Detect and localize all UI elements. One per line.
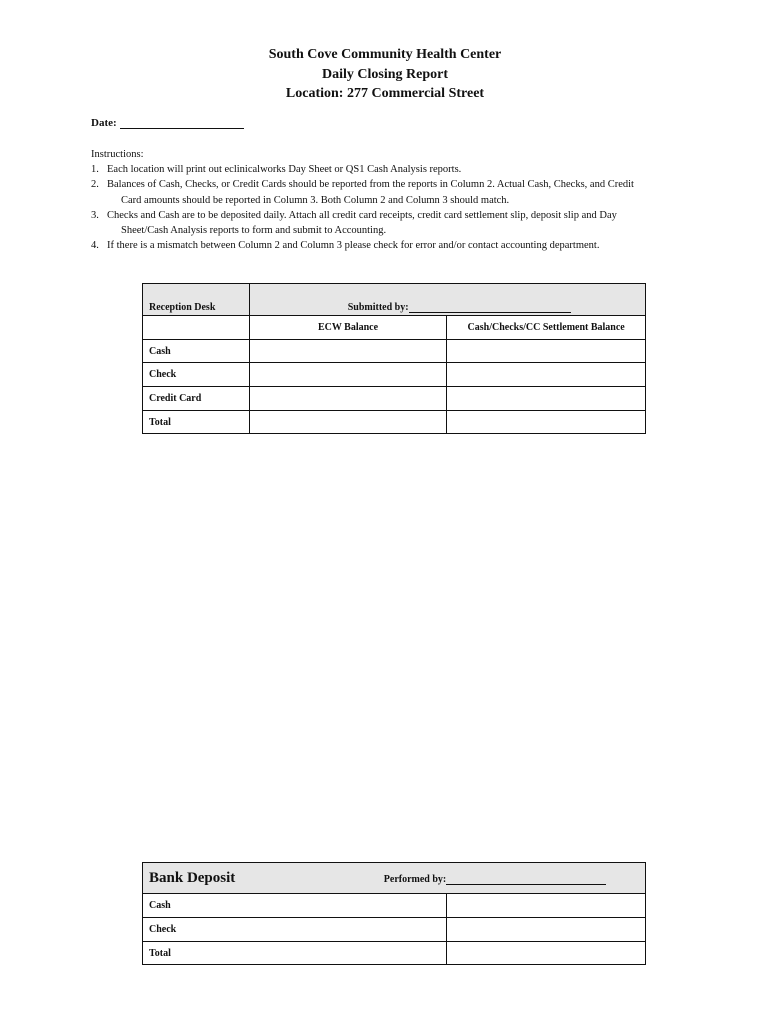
- bank-header-cell: [143, 863, 646, 894]
- ecw-balance-cell[interactable]: [249, 387, 447, 411]
- row-label: Total: [143, 942, 447, 965]
- instruction-continuation: Card amounts should be reported in Column 3. Both Column 2 and Column 3 should match.: [121, 194, 510, 206]
- performed-by-field: [384, 874, 606, 885]
- report-title: Daily Closing Report: [322, 67, 448, 82]
- ecw-balance-header: ECW Balance: [249, 316, 447, 340]
- deposit-amount-cell[interactable]: [447, 918, 646, 942]
- instruction-text: Each location will print out eclinicalworks Day Sheet or QS1 Cash Analysis reports.: [107, 164, 462, 176]
- settlement-balance-cell[interactable]: [447, 387, 646, 411]
- instruction-item: [91, 238, 697, 253]
- reception-column-header-row: [143, 316, 646, 340]
- settlement-balance-cell[interactable]: [447, 411, 646, 434]
- instruction-number: 1.: [91, 164, 99, 176]
- table-row: [143, 363, 646, 387]
- location-title: Location: 277 Commercial Street: [285, 86, 485, 101]
- deposit-amount-cell[interactable]: [447, 894, 646, 918]
- instruction-item: [91, 162, 697, 177]
- instruction-number: 3.: [91, 209, 99, 221]
- reception-header-row: [143, 284, 646, 316]
- instruction-number: 2.: [91, 179, 99, 191]
- instructions: [91, 147, 697, 253]
- row-label: Credit Card: [143, 387, 250, 411]
- instruction-text: Balances of Cash, Checks, or Credit Cards should be reported from the reports in Column 2. Actual Cash, Checks, and Credit: [107, 179, 634, 191]
- instruction-text: Checks and Cash are to be deposited daily. Attach all credit card receipts, credit card settlement slip, deposit slip and Day: [107, 209, 617, 221]
- submitted-by-label: Submitted by:: [347, 302, 409, 313]
- row-label: Total: [143, 411, 250, 434]
- table-row: [143, 894, 646, 918]
- table-row: [143, 340, 646, 363]
- row-label: Check: [143, 363, 250, 387]
- instruction-number: 4.: [91, 240, 99, 252]
- blank-header-cell: [143, 316, 250, 340]
- bank-header-row: [143, 863, 646, 894]
- settlement-balance-cell[interactable]: [447, 340, 646, 363]
- deposit-amount-cell[interactable]: [447, 942, 646, 965]
- settlement-balance-cell[interactable]: [447, 363, 646, 387]
- ecw-balance-cell[interactable]: [249, 411, 447, 434]
- reception-label: Reception Desk: [143, 284, 250, 316]
- submitted-by-field: [249, 284, 645, 316]
- table-row: [143, 411, 646, 434]
- table-row: [143, 387, 646, 411]
- instruction-item: [91, 177, 697, 207]
- submitted-by-blank[interactable]: [409, 302, 571, 313]
- table-row: [143, 942, 646, 965]
- instructions-heading: Instructions:: [91, 149, 144, 160]
- settlement-balance-header: Cash/Checks/CC Settlement Balance: [447, 316, 646, 340]
- instruction-continuation: Sheet/Cash Analysis reports to form and submit to Accounting.: [121, 225, 387, 237]
- date-field: [91, 117, 244, 129]
- date-blank[interactable]: [120, 117, 244, 129]
- row-label: Cash: [143, 340, 250, 363]
- performed-by-blank[interactable]: [446, 874, 606, 885]
- performed-by-label: Performed by:: [383, 873, 447, 885]
- row-label: Check: [143, 918, 447, 942]
- ecw-balance-cell[interactable]: [249, 340, 447, 363]
- ecw-balance-cell[interactable]: [249, 363, 447, 387]
- table-row: [143, 918, 646, 942]
- reception-table: [142, 283, 646, 434]
- row-label: Cash: [143, 894, 447, 918]
- instruction-item: [91, 208, 697, 238]
- date-label: Date:: [91, 117, 117, 129]
- instructions-list: [91, 162, 697, 253]
- bank-deposit-label: Bank Deposit: [149, 869, 236, 886]
- bank-deposit-table: [142, 862, 646, 965]
- org-title: South Cove Community Health Center: [268, 47, 502, 62]
- instruction-text: If there is a mismatch between Column 2 and Column 3 please check for error and/or contact accounting department.: [107, 240, 600, 252]
